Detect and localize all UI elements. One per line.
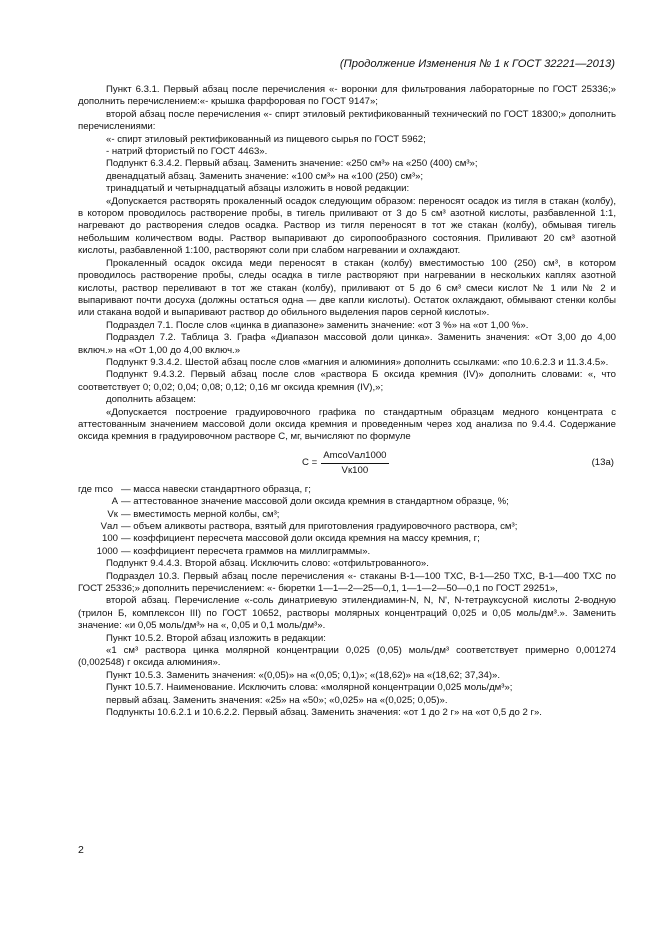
legend-row [78, 484, 616, 496]
legend-symbol: 1000 [96, 545, 118, 557]
paragraph: Пункт 6.3.1. Первый абзац после перечисления «- воронки для фильтрования лабораторные по ГОСТ 25336;» дополнить перечислением:«- крышка фарфоровая по ГОСТ 9147»; [78, 84, 616, 108]
paragraph: второй абзац. Перечисление «-соль динатриевую этилендиамин-N, N, N', N-тетрауксусной кислоты 2-водную (трилон Б, комплексон III) по ГОСТ 10652, растворы молярных концентраций 0,025 и 0,05 моль/дм³.». Заменить значение: «и 0,05 моль/дм³» на «, 0,05 и 0,1 моль/дм³». [78, 595, 616, 632]
legend-description: — аттестованное значение массовой доли оксида кремния в стандартном образце, %; [121, 496, 509, 508]
legend-symbol: где mсо [78, 483, 113, 495]
document-body [78, 84, 616, 720]
paragraph: Подраздел 10.3. Первый абзац после перечисления «- стаканы В-1—100 ТХС, В-1—250 ТХС, В-1—400 ТХС по ГОСТ 25336;» дополнить перечислением: «- бюретки 1—1—2—25—0,1, 1—1—2—50—0,1 по ГОСТ 29251», [78, 570, 616, 595]
formula-denominator: Vк100 [341, 465, 369, 477]
paragraph: - натрий фтористый по ГОСТ 4463». [106, 146, 268, 158]
formula-expression [302, 450, 389, 478]
legend-row [78, 509, 616, 521]
paragraph: Подпункт 9.4.3.2. Первый абзац после слов «раствора Б оксида кремния (IV)» дополнить словами: «, что соответствует 0; 0,02; 0,04; 0,08; 0,12; 0,16 мг оксида кремния (IV),»; [78, 369, 616, 393]
paragraph: «Допускается построение градуировочного графика по стандартным образцам медного концентрата с аттестованным значением массовой доли оксида кремния и проведенным через ход анализа по 9.4.4. Содержание оксида кремния в градуировочном растворе C, мг, вычисляют по формуле [78, 406, 616, 443]
paragraph: «- спирт этиловый ректификованный из пищевого сырья по ГОСТ 5962; [106, 133, 426, 145]
legend-description: — коэффициент пересчета массовой доли оксида кремния на массу кремния, г; [121, 533, 480, 545]
paragraph: Пункт 10.5.2. Второй абзац изложить в редакции: [106, 632, 326, 644]
formula-13a [78, 448, 616, 478]
legend-description: — объем аликвоты раствора, взятый для приготовления градуировочного раствора, см³; [121, 521, 518, 532]
paragraph: Подраздел 7.2. Таблица 3. Графа «Диапазон массовой доли цинка». Заменить значения: «От 3,00 до 4,00 включ.» на «От 1,00 до 4,00 включ.» [78, 332, 616, 356]
paragraph: «Допускается растворять прокаленный осадок следующим образом: переносят осадок из тигля в стакан (колбу), в котором проводилось растворение пробы, в тигель приливают от 3 до 5 см³ азотной кислоты, разбавленной 1:1, нагревают до растворения следов осадка. Раствор из тигля переносят в тот же стакан (колбу), обмывая тигель небольшим количеством воды. Раствор выпаривают до сиропообразного состояния. Приливают 20 см³ азотной кислоты, разбавленной 1:100, растворяют соли при слабом нагревании и охлаждают. [78, 195, 616, 257]
paragraph: Подпункт 9.4.4.3. Второй абзац. Исключить слово: «отфильтрованного». [106, 558, 429, 570]
paragraph: Подпункт 9.3.4.2. Шестой абзац после слов «магния и алюминия» дополнить ссылками: «по 10.6.2.3 и 11.3.4.5». [106, 356, 609, 368]
legend-description: — вместимость мерной колбы, см³; [121, 508, 280, 520]
paragraphs-before-formula [78, 84, 616, 444]
formula-lhs: C = [302, 457, 318, 469]
paragraph: Пункт 10.5.7. Наименование. Исключить слова: «молярной концентрации 0,025 моль/дм³»; [106, 682, 513, 694]
legend-description: — масса навески стандартного образца, г; [121, 483, 311, 495]
formula-legend [78, 484, 616, 558]
paragraph: Прокаленный осадок оксида меди переносят в стакан (колбу) вместимостью 100 (250) см³, в котором проводилось растворение пробы, следы осадка в тигле растворяют при нагревании в нескольких каплях азотной кислоты, раствор переливают в тот же стакан (колбу), приливают от 5 до 6 см³ смеси кислот № 1 или № 2 и выпаривают почти досуха (должны остаться одна — две капли кислоты). Остаток охлаждают, обмывают стенки колбы или стакана водой и выпаривают раствор до обильного выделения паров серной кислоты». [78, 257, 616, 319]
formula-number: (13а) [591, 456, 614, 468]
formula-fraction [321, 450, 388, 478]
paragraph: Подпункты 10.6.2.1 и 10.6.2.2. Первый абзац. Заменить значения: «от 1 до 2 г» на «от 0,5 до 2 г». [106, 707, 542, 719]
continuation-header: (Продолжение Изменения № 1 к ГОСТ 32221—2013) [339, 58, 615, 70]
paragraph: дополнить абзацем: [106, 394, 196, 406]
paragraph: первый абзац. Заменить значения: «25» на «50»; «0,025» на «(0,025; 0,05)». [106, 694, 448, 706]
legend-description: — коэффициент пересчета граммов на миллиграммы». [121, 545, 371, 557]
paragraph: «1 см³ раствора цинка молярной концентрации 0,025 (0,05) моль/дм³ соответствует примерно 0,001274 (0,002548) г оксида алюминия». [78, 645, 616, 669]
legend-symbol: Vк [107, 508, 118, 520]
formula-numerator: AmсоVал1000 [321, 450, 388, 464]
legend-symbol: Vал [100, 521, 118, 532]
legend-row [78, 521, 616, 533]
paragraph: Подраздел 7.1. После слов «цинка в диапазоне» заменить значение: «от 3 %» на «от 1,00 %». [106, 319, 529, 331]
paragraph: второй абзац после перечисления «- спирт этиловый ректификованный технический по ГОСТ 18300;» дополнить перечислениями: [78, 108, 616, 133]
legend-row [78, 546, 616, 558]
paragraph: Подпункт 6.3.4.2. Первый абзац. Заменить значение: «250 см³» на «250 (400) см³»; [106, 158, 478, 170]
paragraph: тринадцатый и четырнадцатый абзацы изложить в новой редакции: [106, 183, 410, 195]
legend-symbol: 100 [101, 533, 118, 545]
legend-row [78, 533, 616, 545]
page-number: 2 [78, 844, 84, 856]
paragraphs-after-formula [78, 558, 616, 719]
legend-row [78, 496, 616, 508]
paragraph: двенадцатый абзац. Заменить значение: «100 см³» на «100 (250) см³»; [106, 170, 424, 182]
legend-symbol: A [111, 496, 118, 508]
paragraph: Пункт 10.5.3. Заменить значения: «(0,05)» на «(0,05; 0,1)»; «(18,62)» на «(18,62; 37,34)». [106, 669, 501, 681]
